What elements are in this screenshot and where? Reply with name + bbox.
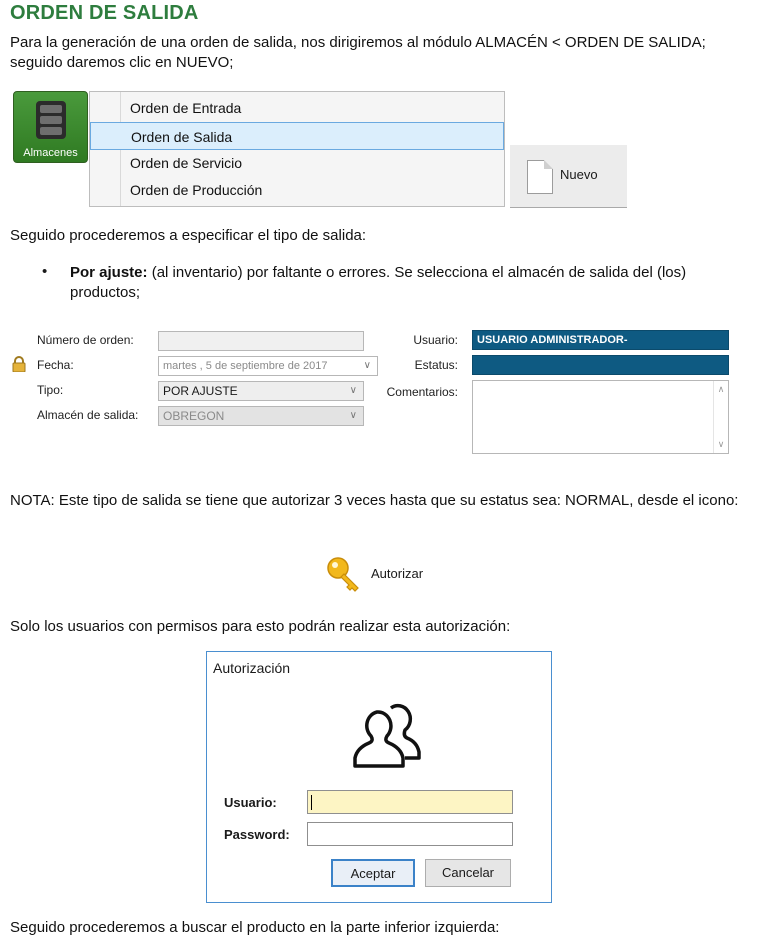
menu-item-orden-salida[interactable]: Orden de Salida xyxy=(90,122,504,150)
usuario-field: USUARIO ADMINISTRADOR- xyxy=(472,330,729,350)
almacen-salida-select[interactable] xyxy=(158,406,364,426)
lock-icon xyxy=(12,356,26,372)
usuario-label: Usuario: xyxy=(413,333,458,347)
bullet-bold: Por ajuste: xyxy=(70,264,148,281)
bullet-text: (al inventario) por faltante o errores. Se selecciona el almacén de salida del (los) productos; xyxy=(70,264,687,301)
almacenes-module-icon[interactable] xyxy=(13,91,88,163)
key-icon[interactable] xyxy=(325,556,365,592)
tipo-value: POR AJUSTE xyxy=(163,384,238,398)
fecha-picker[interactable] xyxy=(158,356,378,376)
footer-paragraph: Seguido procederemos a buscar el producto en la parte inferior izquierda: xyxy=(10,919,500,936)
numero-orden-label: Número de orden: xyxy=(37,333,134,347)
step-paragraph: Seguido procederemos a especificar el tipo de salida: xyxy=(10,227,367,244)
menu-item-orden-servicio[interactable]: Orden de Servicio xyxy=(130,155,243,171)
aceptar-button[interactable]: Aceptar xyxy=(331,859,415,887)
nuevo-button[interactable] xyxy=(510,145,627,208)
chevron-down-icon: ∨ xyxy=(349,410,357,421)
intro-paragraph: Para la generación de una orden de salida, nos dirigiremos al módulo ALMACÉN < ORDEN DE SALIDA; seguido daremos clic en NUEVO; xyxy=(10,34,706,71)
section-heading: ORDEN DE SALIDA xyxy=(10,2,199,24)
estatus-label: Estatus: xyxy=(414,358,458,372)
fecha-value: martes , 5 de septiembre de 2017 xyxy=(163,360,328,372)
almacenes-label: Almacenes xyxy=(23,147,78,159)
bullet-paragraph xyxy=(70,263,750,303)
bullet-dot: • xyxy=(42,263,48,280)
usuario-login-input[interactable] xyxy=(307,790,513,814)
autorizar-label: Autorizar xyxy=(371,566,424,581)
comentarios-textarea[interactable] xyxy=(472,380,729,454)
chevron-down-icon: ∨ xyxy=(349,385,357,396)
nota-paragraph: NOTA: Este tipo de salida se tiene que autorizar 3 veces hasta que su estatus sea: NORMAL, desde el icono: xyxy=(10,492,739,509)
estatus-field xyxy=(472,355,729,375)
password-label: Password: xyxy=(224,827,290,842)
password-input[interactable] xyxy=(307,822,513,846)
chevron-down-icon: ∨ xyxy=(363,360,371,371)
fecha-label: Fecha: xyxy=(37,358,74,372)
almacen-salida-label: Almacén de salida: xyxy=(37,408,139,422)
nuevo-label: Nuevo xyxy=(560,167,598,182)
tipo-label: Tipo: xyxy=(37,383,64,397)
comentarios-label: Comentarios: xyxy=(386,385,458,399)
numero-orden-input[interactable] xyxy=(158,331,364,351)
dialog-title: Autorización xyxy=(213,660,291,676)
new-document-icon xyxy=(527,160,553,194)
usuario-login-label: Usuario: xyxy=(224,795,277,810)
menu-item-orden-entrada[interactable]: Orden de Entrada xyxy=(130,100,242,116)
almacen-menu xyxy=(89,91,505,207)
almacen-salida-value: OBREGON xyxy=(163,409,225,423)
textarea-scrollbar[interactable]: ∧ ∨ xyxy=(713,381,728,453)
users-icon xyxy=(351,702,423,772)
permisos-paragraph: Solo los usuarios con permisos para esto podrán realizar esta autorización: xyxy=(10,618,511,635)
database-icon xyxy=(36,101,66,139)
tipo-select[interactable] xyxy=(158,381,364,401)
menu-item-orden-produccion[interactable]: Orden de Producción xyxy=(130,182,263,198)
text-cursor xyxy=(311,795,312,810)
autorizacion-dialog xyxy=(206,651,552,903)
cancelar-button[interactable]: Cancelar xyxy=(425,859,511,887)
